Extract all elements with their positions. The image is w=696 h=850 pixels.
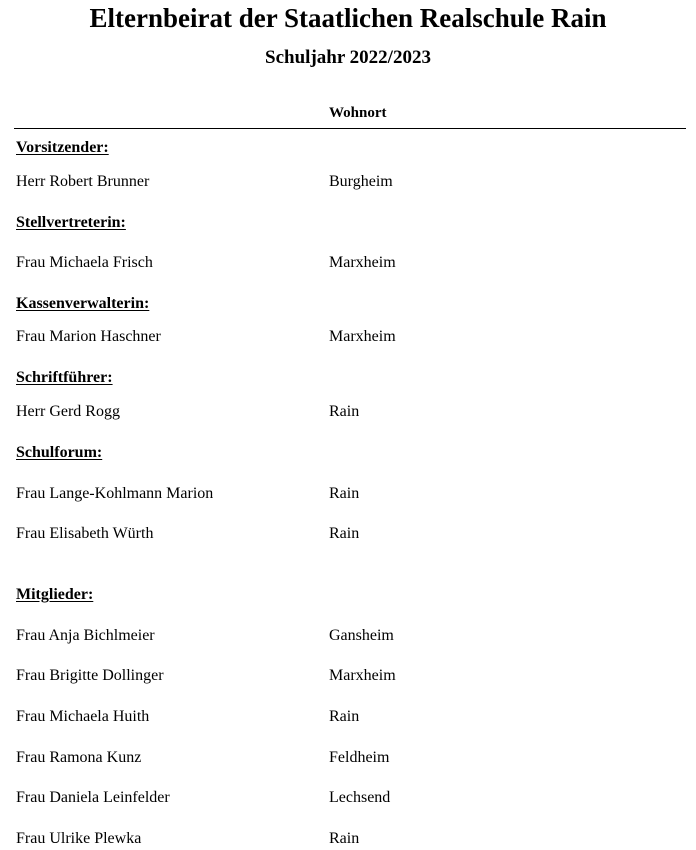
member-name: Frau Michaela Frisch [16, 254, 153, 271]
member-name: Herr Gerd Rogg [16, 403, 120, 420]
member-name: Frau Anja Bichlmeier [16, 627, 155, 644]
member-row [0, 788, 696, 808]
section-heading-schriftfuehrer: Schriftführer: [16, 369, 113, 386]
member-name: Frau Brigitte Dollinger [16, 667, 164, 684]
section-heading-kassenverwalterin: Kassenverwalterin: [16, 295, 150, 312]
member-row [0, 327, 696, 347]
member-name: Frau Ramona Kunz [16, 749, 142, 766]
member-name: Frau Michaela Huith [16, 708, 150, 725]
member-place: Rain [329, 830, 360, 847]
member-place: Rain [329, 485, 360, 502]
member-row [0, 402, 696, 422]
column-header-wohnort: Wohnort [329, 105, 387, 121]
member-row [0, 748, 696, 768]
member-place: Lechsend [329, 789, 391, 806]
member-row [0, 829, 696, 849]
section-heading-stellvertreterin: Stellvertreterin: [16, 214, 126, 231]
member-row [0, 484, 696, 504]
member-row [0, 666, 696, 686]
section-heading-mitglieder: Mitglieder: [16, 586, 94, 603]
member-place: Marxheim [329, 667, 396, 684]
member-row [0, 626, 696, 646]
member-name: Frau Ulrike Plewka [16, 830, 142, 847]
member-name: Frau Elisabeth Würth [16, 525, 154, 542]
member-place: Rain [329, 525, 360, 542]
member-place: Gansheim [329, 627, 394, 644]
member-place: Burgheim [329, 173, 393, 190]
member-place: Rain [329, 403, 360, 420]
document-title: Elternbeirat der Staatlichen Realschule Rain [89, 3, 607, 33]
header-divider [14, 128, 686, 129]
member-row [0, 524, 696, 544]
member-place: Feldheim [329, 749, 390, 766]
member-name: Herr Robert Brunner [16, 173, 150, 190]
school-year: Schuljahr 2022/2023 [265, 47, 431, 68]
member-place: Marxheim [329, 328, 396, 345]
section-heading-vorsitzender: Vorsitzender: [16, 139, 109, 156]
member-name: Frau Marion Haschner [16, 328, 161, 345]
member-name: Frau Daniela Leinfelder [16, 789, 170, 806]
member-row [0, 172, 696, 192]
section-heading-schulforum: Schulforum: [16, 444, 103, 461]
member-row [0, 253, 696, 273]
member-name: Frau Lange-Kohlmann Marion [16, 485, 214, 502]
member-row [0, 707, 696, 727]
member-place: Marxheim [329, 254, 396, 271]
member-place: Rain [329, 708, 360, 725]
